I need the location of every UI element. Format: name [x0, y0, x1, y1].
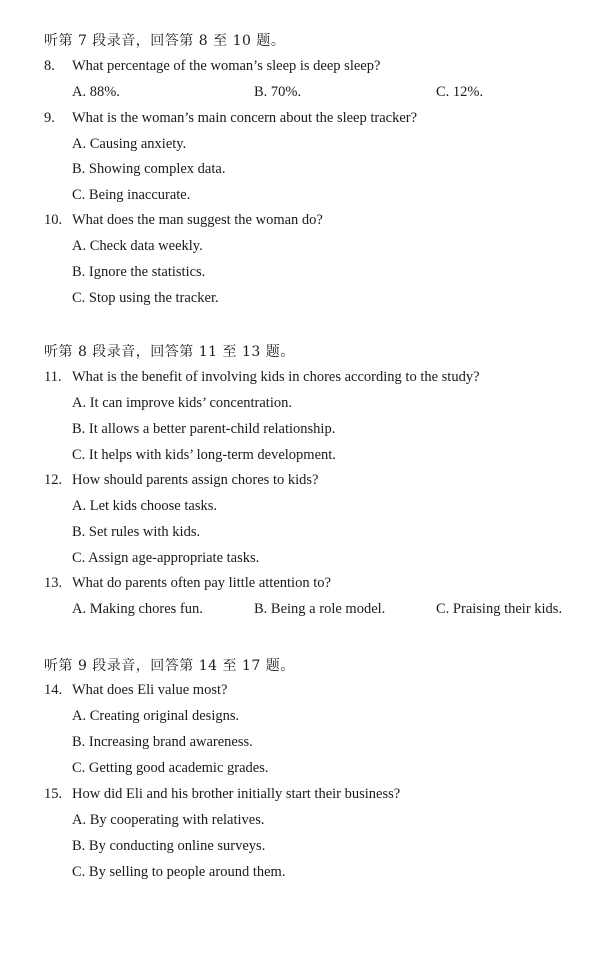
option: A. Check data weekly. — [72, 238, 203, 254]
option: A. It can improve kids’ concentration. — [72, 395, 292, 411]
option: A. Let kids choose tasks. — [72, 498, 217, 514]
option: B. Showing complex data. — [72, 161, 226, 177]
section-header: 听第 8 段录音，回答第 11 至 13 题。 — [44, 344, 295, 360]
question-text: What is the woman’s main concern about the sleep tracker? — [72, 110, 418, 126]
question-number: 14. — [44, 682, 63, 698]
option: A. Creating original designs. — [72, 708, 240, 724]
question-text: What does Eli value most? — [72, 682, 228, 698]
question-number: 10. — [44, 212, 63, 228]
option: B. Being a role model. — [254, 601, 386, 617]
question-number: 13. — [44, 575, 63, 591]
option: A. Making chores fun. — [72, 601, 203, 617]
option: C. 12%. — [436, 84, 484, 100]
question-text: What does the man suggest the woman do? — [72, 212, 323, 228]
question-number: 11. — [44, 369, 62, 385]
question-text: What percentage of the woman’s sleep is deep sleep? — [72, 58, 381, 74]
question-text: How did Eli and his brother initially start their business? — [72, 786, 401, 802]
question-number: 8. — [44, 58, 55, 74]
question-number: 12. — [44, 472, 63, 488]
option: B. 70%. — [254, 84, 302, 100]
option: B. Increasing brand awareness. — [72, 734, 253, 750]
option: C. Praising their kids. — [436, 601, 563, 617]
option: A. Causing anxiety. — [72, 136, 187, 152]
question-text: What is the benefit of involving kids in chores according to the study? — [72, 369, 480, 385]
option: C. Being inaccurate. — [72, 187, 191, 203]
option: C. Assign age-appropriate tasks. — [72, 550, 260, 566]
option: A. 88%. — [72, 84, 120, 100]
section-header: 听第 7 段录音，回答第 8 至 10 题。 — [44, 33, 286, 49]
option: B. Ignore the statistics. — [72, 264, 206, 280]
option: B. It allows a better parent-child relationship. — [72, 421, 336, 437]
question-text: What do parents often pay little attention to? — [72, 575, 331, 591]
question-number: 9. — [44, 110, 55, 126]
question-number: 15. — [44, 786, 63, 802]
section-header: 听第 9 段录音，回答第 14 至 17 题。 — [44, 658, 295, 674]
question-text: How should parents assign chores to kids? — [72, 472, 319, 488]
option: B. By conducting online surveys. — [72, 838, 266, 854]
option: C. Getting good academic grades. — [72, 760, 269, 776]
option: A. By cooperating with relatives. — [72, 812, 265, 828]
option: C. It helps with kids’ long-term development. — [72, 447, 336, 463]
option: C. Stop using the tracker. — [72, 290, 219, 306]
option: C. By selling to people around them. — [72, 864, 286, 880]
option: B. Set rules with kids. — [72, 524, 201, 540]
